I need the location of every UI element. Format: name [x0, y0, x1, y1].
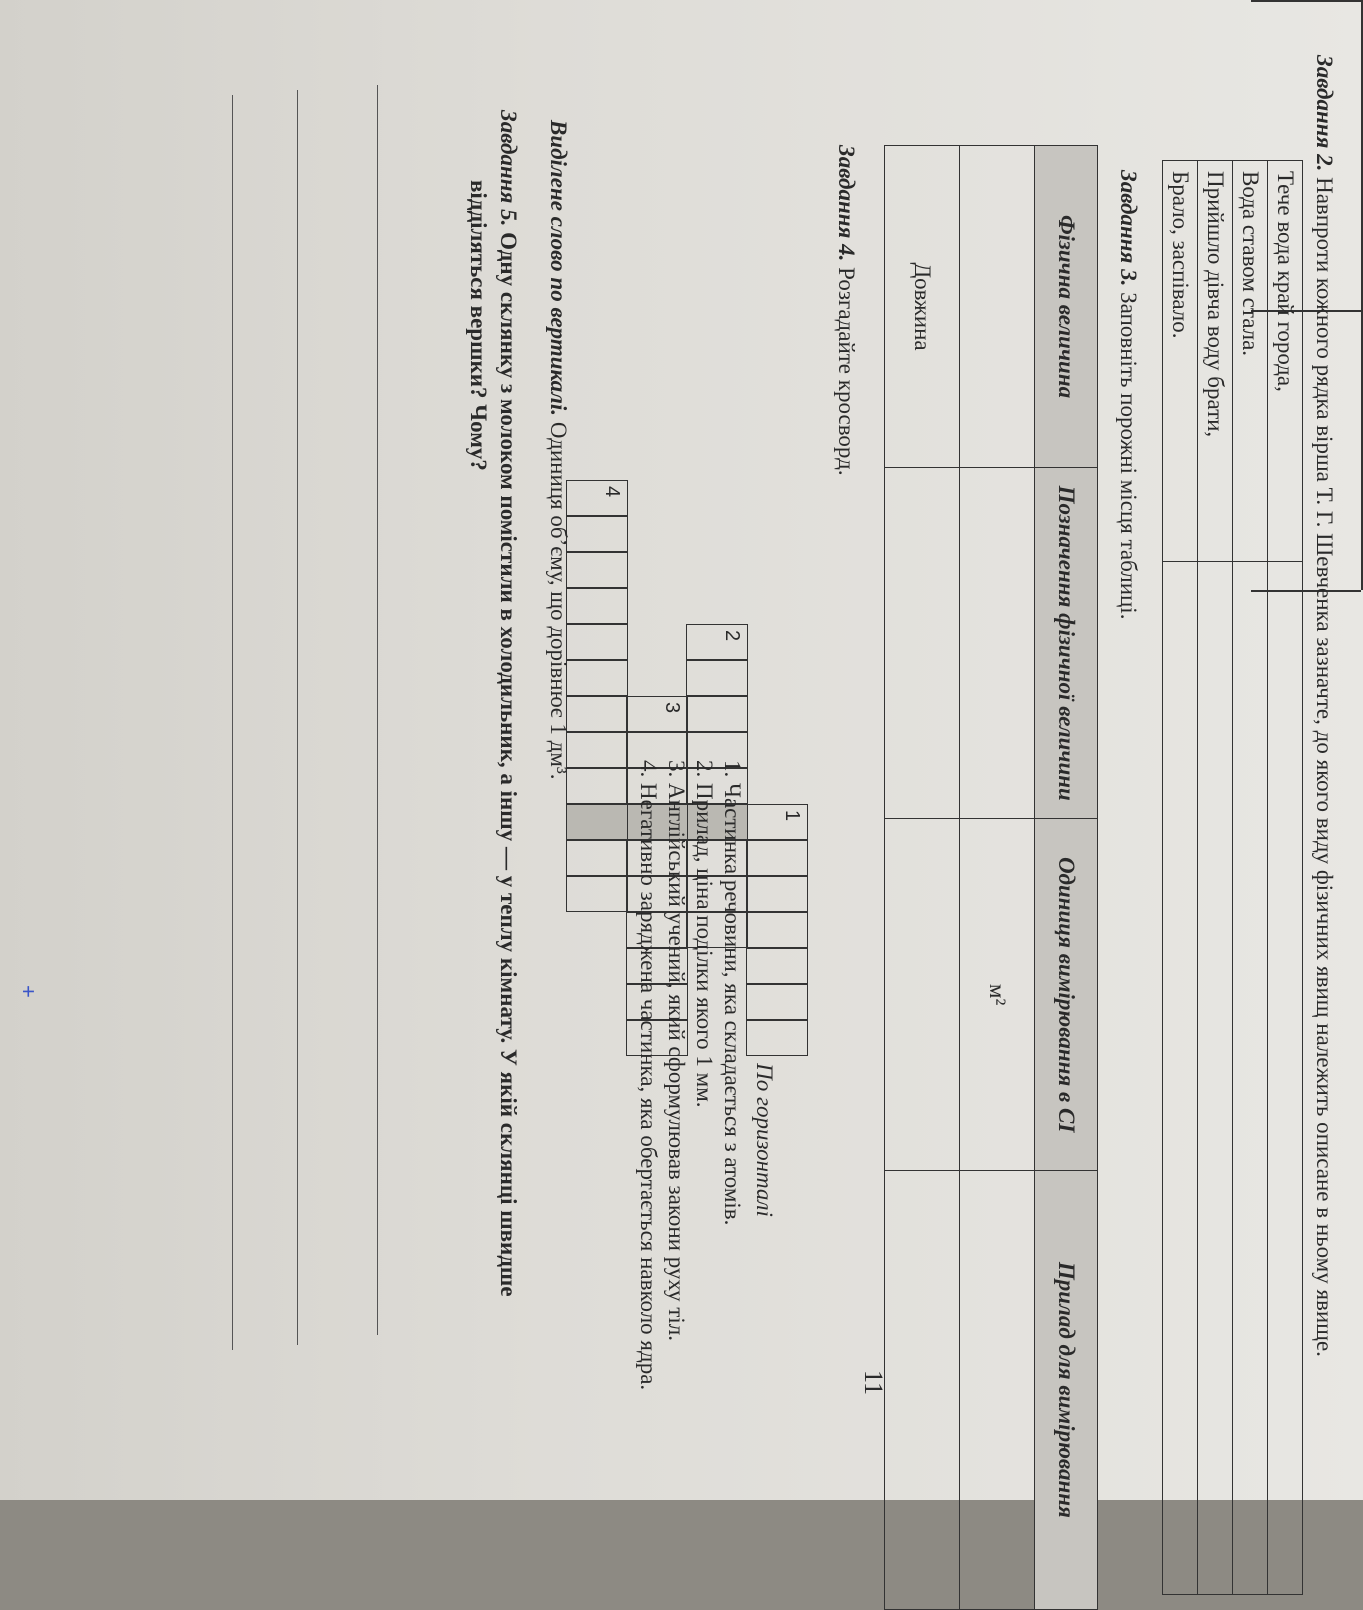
answer-cell[interactable]: [1268, 562, 1303, 1595]
crossword-cell[interactable]: [566, 624, 628, 660]
task5-text: Завдання 5. Одну склянку з молоком помістили в холодильник, а іншу — у теплу кімнату. У якій склянці швидше відділяться вершки? Чому?: [466, 110, 521, 1297]
poem-line: Вода ставом стала.: [1233, 161, 1268, 562]
table-cell[interactable]: [960, 146, 1035, 468]
crossword-cell[interactable]: [566, 768, 628, 804]
pen-mark: +: [16, 985, 41, 998]
task2-text: Завдання 2. Навпроти кожного рядка вірша Т. Г. Шевченка зазначте, до якого виду фізичних явищ належить описане в ньому явище.: [1312, 55, 1337, 1357]
poem-line: Тече вода край города,: [1268, 161, 1303, 562]
answer-cell[interactable]: [1163, 562, 1198, 1595]
answer-line[interactable]: [377, 85, 378, 1335]
task3-text: Завдання 3. Заповніть порожні місця таблиці.: [1116, 170, 1141, 620]
crossword-cell[interactable]: [686, 660, 748, 696]
table-cell[interactable]: [885, 1170, 960, 1609]
crossword-cell[interactable]: [566, 588, 628, 624]
crossword-cell[interactable]: [566, 516, 628, 552]
crossword-number: 1: [781, 810, 803, 822]
answer-cell[interactable]: [1198, 562, 1233, 1595]
poem-table: [1162, 160, 1303, 1595]
answer-line[interactable]: [232, 95, 233, 1350]
crossword-cell[interactable]: [686, 624, 748, 660]
table-row: [1198, 161, 1233, 1595]
crossword-cell[interactable]: [566, 804, 628, 840]
table-row: [1268, 161, 1303, 1595]
crossword-cell[interactable]: [566, 840, 628, 876]
clue-2: 2. Прилад, ціна поділки якого 1 мм.: [692, 760, 717, 1108]
answer-cell[interactable]: [1233, 562, 1268, 1595]
crossword-cell[interactable]: [566, 660, 628, 696]
vertical-word-text: Виділене слово по вертикалі. Одиниця об’єму, що дорівнює 1 дм³.: [546, 120, 571, 780]
header-si-unit: Одиниця вимірювання в СІ: [1035, 819, 1098, 1170]
crossword-number: 4: [601, 486, 623, 498]
table-cell[interactable]: [885, 819, 960, 1170]
crossword-cell[interactable]: [566, 876, 628, 912]
table-header-row: [1035, 146, 1098, 1610]
header-symbol: Позначення фізичної величини: [1035, 468, 1098, 819]
table-cell[interactable]: [885, 468, 960, 819]
table-row: [1163, 161, 1198, 1595]
quantities-table: [884, 145, 1098, 1610]
table-row: [960, 146, 1035, 1610]
crossword-cell[interactable]: [686, 696, 748, 732]
table-cell[interactable]: [960, 1170, 1035, 1609]
table-row: [885, 146, 960, 1610]
clues-heading: По горизонталі: [752, 1063, 777, 1217]
crossword-cell[interactable]: [566, 480, 628, 516]
header-quantity: Фізична величина: [1035, 146, 1098, 468]
table-cell[interactable]: [960, 468, 1035, 819]
poem-line: Прийшло дівча воду брати,: [1198, 161, 1233, 562]
page-number: 11: [859, 1370, 888, 1396]
header-instrument: Прилад для вимірювання: [1035, 1170, 1098, 1609]
table-row: [1233, 161, 1268, 1595]
clue-1: 1. Частинка речовини, яка складається з атомів.: [720, 760, 745, 1226]
clue-4: 4. Негативно заряджена частинка, яка обертається навколо ядра.: [636, 760, 661, 1391]
task4-text: Завдання 4. Розгадайте кросворд.: [834, 145, 859, 476]
crossword-number: 2: [721, 630, 743, 642]
crossword-cell[interactable]: [626, 696, 688, 732]
crossword-clues: [634, 760, 778, 1520]
table-cell[interactable]: Довжина: [885, 146, 960, 468]
crossword-number: 3: [661, 702, 683, 714]
crossword-cell[interactable]: [566, 552, 628, 588]
clue-3: 3. Англійський учений, який сформулював закони руху тіл.: [664, 760, 689, 1341]
crossword-cell[interactable]: [566, 696, 628, 732]
answer-line[interactable]: [297, 90, 298, 1345]
crossword-cell[interactable]: [566, 732, 628, 768]
poem-line: Брало, заспівало.: [1163, 161, 1198, 562]
table-cell[interactable]: м²: [960, 819, 1035, 1170]
